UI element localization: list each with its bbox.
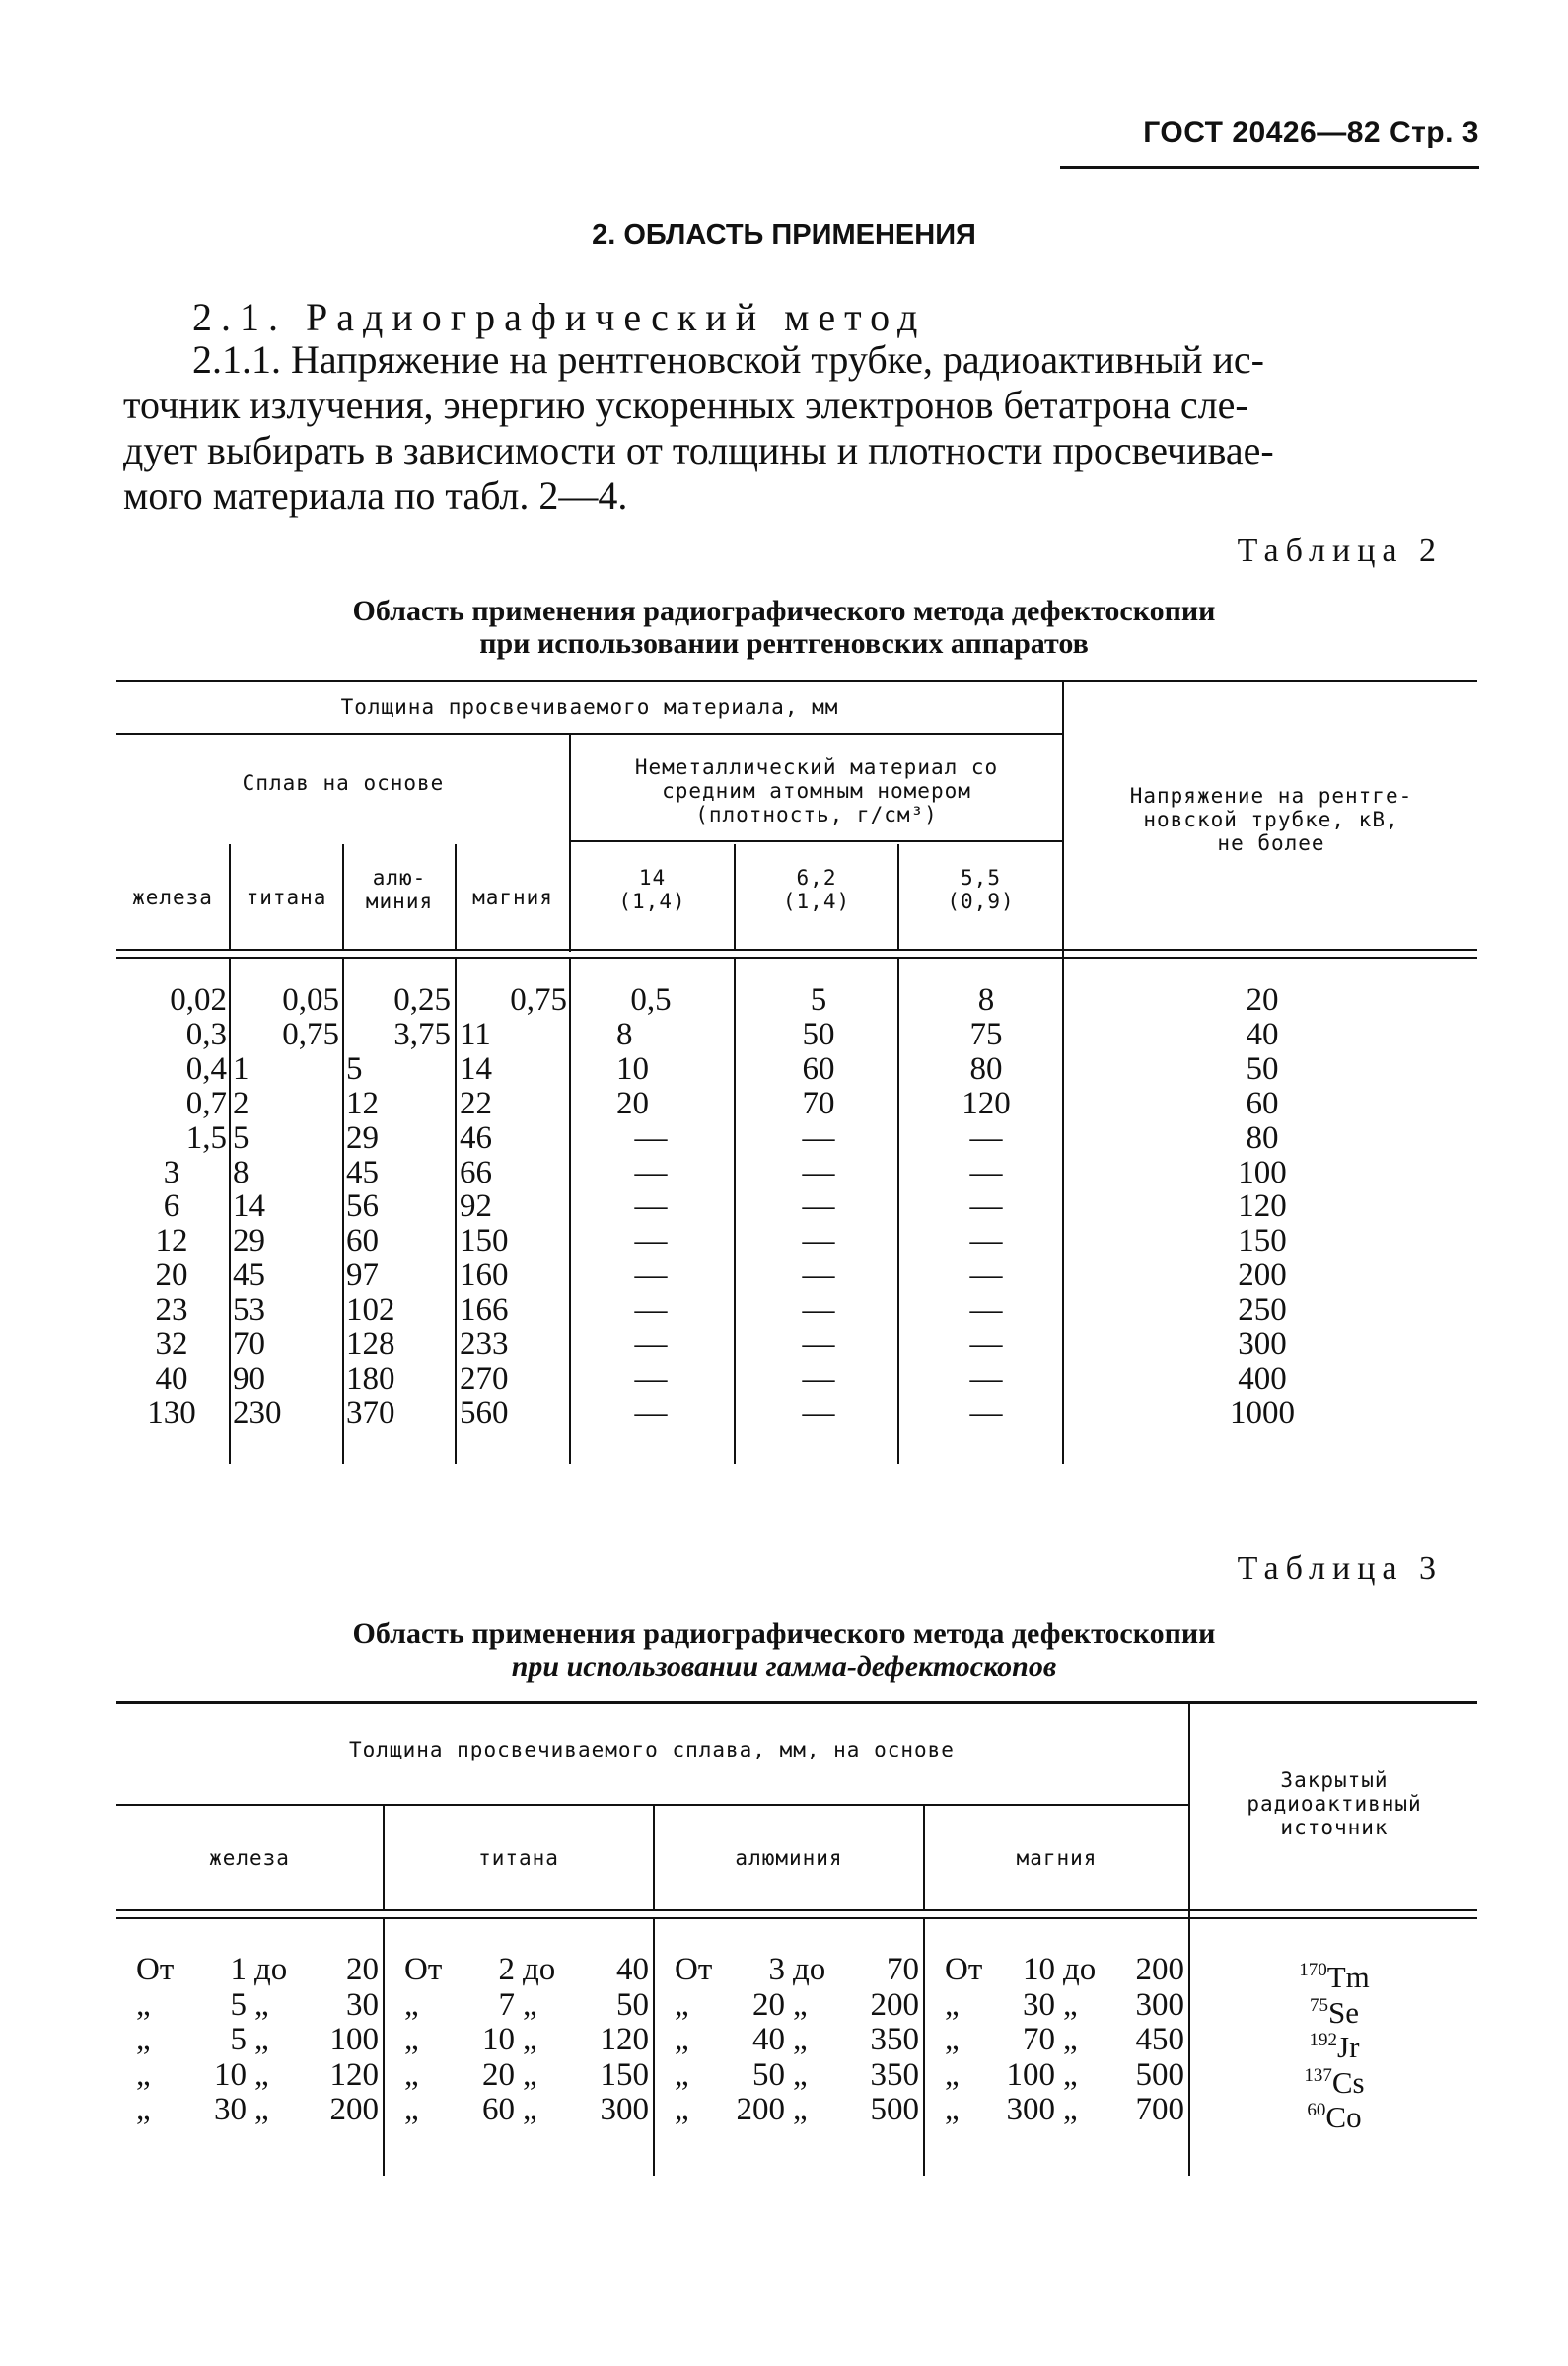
table-cell: 5 (346, 1050, 363, 1087)
range-to-word: „ (254, 2056, 269, 2093)
range-to: 200 (329, 2092, 379, 2127)
range-prefix: „ (945, 1986, 960, 2023)
range-to: 350 (870, 2056, 919, 2093)
table2-label: Таблица 2 (1237, 533, 1443, 569)
table-cell: 1,5 (185, 1119, 227, 1156)
column-header: титана (478, 1846, 559, 1870)
range-to-word: „ (1063, 2092, 1078, 2127)
isotope-mass: 170 (1299, 1960, 1327, 1980)
range-prefix: „ (136, 1986, 151, 2023)
table-cell: 100 (1238, 1154, 1287, 1190)
table-cell: — (634, 1119, 668, 1156)
range-to-word: „ (793, 2022, 808, 2057)
para-line: 2.1.1. Напряжение на рентгеновской трубке, радиоактивный ис- (192, 337, 1264, 382)
table-cell: — (969, 1326, 1003, 1362)
table-cell: 200 (1238, 1257, 1287, 1294)
range-prefix: „ (404, 2092, 419, 2127)
table-rule (1062, 680, 1064, 1464)
range-prefix: „ (675, 2092, 689, 2127)
table-cell: — (634, 1326, 668, 1362)
range-from: 20 (482, 2056, 515, 2093)
table-cell: 5 (233, 1119, 249, 1156)
table-cell: — (969, 1360, 1003, 1397)
table-cell: — (634, 1188, 668, 1225)
range-to-word: „ (523, 2056, 537, 2093)
range-from: 7 (498, 1986, 515, 2023)
range-to: 70 (887, 1952, 919, 1987)
table-rule (1188, 1704, 1190, 2176)
range-to: 50 (616, 1986, 649, 2023)
range-from: 100 (1006, 2056, 1055, 2093)
header-line: (плотность, г/см³) (695, 803, 938, 826)
table-cell: — (969, 1292, 1003, 1328)
header-line: Закрытый (1280, 1768, 1389, 1792)
table-cell: 0,4 (185, 1050, 227, 1087)
header-thickness: Толщина просвечиваемого сплава, мм, на основе (349, 1738, 955, 1761)
table-cell: 50 (1246, 1050, 1279, 1087)
isotope-element: Tm (1326, 1960, 1370, 1994)
table-cell: — (634, 1223, 668, 1259)
range-to-word: „ (254, 2022, 269, 2057)
table-cell: 120 (962, 1085, 1011, 1121)
caption-line: Область применения радиографического метода дефектоскопии (352, 595, 1216, 627)
range-from: 200 (736, 2092, 785, 2127)
table-cell: 120 (1238, 1188, 1287, 1225)
table-cell: 60 (802, 1050, 835, 1087)
range-from: 60 (482, 2092, 515, 2127)
table-cell: 12 (346, 1085, 379, 1121)
table-rule (455, 959, 457, 1464)
table-rule (116, 1909, 1477, 1911)
range-to-word: до (1063, 1952, 1097, 1987)
header-alloy: Сплав на основе (242, 771, 445, 795)
range-to: 300 (1135, 1986, 1184, 2023)
range-to-word: до (254, 1952, 288, 1987)
range-from: 30 (214, 2092, 247, 2127)
range-to: 200 (870, 1986, 919, 2023)
range-to-word: „ (793, 2056, 808, 2093)
table-cell: 8 (616, 1016, 633, 1052)
table-cell: 1000 (1230, 1395, 1295, 1431)
range-from: 10 (1023, 1952, 1055, 1987)
range-from: 300 (1006, 2092, 1055, 2127)
table-cell: — (969, 1257, 1003, 1294)
table-cell: — (634, 1154, 668, 1190)
table-cell: 46 (460, 1119, 492, 1156)
table-cell: 56 (346, 1188, 379, 1225)
header-line: (1,4) (618, 890, 686, 913)
caption-line: при использовании рентгеновских аппаратов (479, 627, 1089, 660)
column-header (116, 886, 229, 909)
table-cell: 233 (460, 1326, 509, 1362)
header-line: 6,2 (796, 866, 837, 890)
table-rule (116, 680, 1477, 682)
range-from: 1 (230, 1952, 247, 1987)
table-cell: 400 (1238, 1360, 1287, 1397)
range-prefix: „ (136, 2022, 151, 2057)
range-from: 3 (768, 1952, 785, 1987)
table-cell: 80 (969, 1050, 1003, 1087)
table-cell: 150 (460, 1223, 509, 1259)
header-voltage (1065, 784, 1477, 855)
table-cell: 70 (233, 1326, 265, 1362)
table-cell: 20 (155, 1257, 188, 1294)
range-to-word: „ (254, 1986, 269, 2023)
range-prefix: „ (675, 2022, 689, 2057)
table-cell: 45 (233, 1257, 265, 1294)
table-cell: 22 (460, 1085, 492, 1121)
table-cell: — (634, 1257, 668, 1294)
header-line: 14 (638, 866, 667, 890)
table-rule (923, 1919, 925, 2176)
table-rule (116, 1917, 1477, 1919)
table-cell: 166 (460, 1292, 509, 1328)
column-header (899, 866, 1062, 913)
range-to: 40 (616, 1952, 649, 1987)
table-cell: 180 (346, 1360, 395, 1397)
range-prefix: „ (404, 2056, 419, 2093)
table-cell: 0,75 (510, 982, 567, 1018)
table-cell: 80 (1246, 1119, 1279, 1156)
table-cell: 29 (346, 1119, 379, 1156)
header-line: железа (132, 886, 213, 909)
sub-heading: 2.1. Радиографический метод (192, 295, 927, 339)
range-from: 20 (752, 1986, 785, 2023)
column-header (457, 886, 569, 909)
range-prefix: „ (945, 2092, 960, 2127)
range-to: 120 (600, 2022, 649, 2057)
para-line: мого материала по табл. 2—4. (123, 473, 628, 518)
table-cell: 75 (969, 1016, 1003, 1052)
table-cell: 0,5 (630, 982, 672, 1018)
table-cell: 32 (155, 1326, 188, 1362)
range-prefix: От (136, 1952, 175, 1987)
range-prefix: „ (675, 2056, 689, 2093)
table-cell: 92 (460, 1188, 492, 1225)
range-to-word: до (523, 1952, 556, 1987)
table-rule (653, 1919, 655, 2176)
table-cell: 11 (460, 1016, 491, 1052)
table-cell: 20 (616, 1085, 649, 1121)
range-to-word: „ (523, 2022, 537, 2057)
table-cell: 70 (802, 1085, 835, 1121)
range-prefix: „ (404, 2022, 419, 2057)
range-to: 100 (329, 2022, 379, 2057)
table-cell: — (802, 1188, 835, 1225)
range-to-word: „ (523, 2092, 537, 2127)
table-cell: 6 (163, 1188, 180, 1225)
header-line: (1,4) (782, 890, 851, 913)
isotope-mass: 137 (1304, 2064, 1332, 2086)
range-to-word: „ (1063, 1986, 1078, 2023)
table-cell: 2 (233, 1085, 249, 1121)
range-to: 30 (346, 1986, 379, 2023)
table-cell: 130 (147, 1395, 196, 1431)
range-to-word: „ (1063, 2022, 1078, 2057)
range-prefix: От (675, 1952, 713, 1987)
header-line: титана (246, 886, 327, 909)
column-header: магния (1016, 1846, 1098, 1870)
column-header: алюминия (735, 1846, 843, 1870)
table-rule (569, 735, 571, 952)
table-cell: 0,25 (393, 982, 451, 1018)
column-header (231, 886, 342, 909)
range-prefix: „ (945, 2022, 960, 2057)
column-header: железа (209, 1846, 290, 1870)
table-cell: 20 (1246, 982, 1279, 1018)
header-line: (0,9) (947, 890, 1015, 913)
table-cell: — (634, 1395, 668, 1431)
table-cell: 0,02 (170, 982, 227, 1018)
table-cell: 60 (346, 1223, 379, 1259)
column-header (571, 866, 734, 913)
table3-label: Таблица 3 (1237, 1550, 1443, 1587)
range-to-word: „ (1063, 2056, 1078, 2093)
header-thickness: Толщина просвечиваемого материала, мм (340, 695, 839, 719)
isotope-mass: 75 (1310, 1994, 1328, 2016)
range-from: 70 (1023, 2022, 1055, 2057)
table-cell: 150 (1238, 1223, 1287, 1259)
section-title: 2. ОБЛАСТЬ ПРИМЕНЕНИЯ (592, 219, 976, 251)
table-rule (734, 959, 736, 1464)
header-line: источник (1280, 1816, 1389, 1839)
range-to: 700 (1135, 2092, 1184, 2127)
range-to: 500 (870, 2092, 919, 2127)
range-to-word: „ (254, 2092, 269, 2127)
table-cell: — (969, 1188, 1003, 1225)
table-cell: 40 (155, 1360, 188, 1397)
range-to: 350 (870, 2022, 919, 2057)
table-cell: 45 (346, 1154, 379, 1190)
table-cell: 5 (810, 982, 827, 1018)
table-cell: 270 (460, 1360, 509, 1397)
source-isotope (1191, 2093, 1477, 2134)
table-cell: 8 (233, 1154, 249, 1190)
header-line: магния (472, 886, 553, 909)
range-to-word: „ (523, 1986, 537, 2023)
table-cell: — (802, 1223, 835, 1259)
table-cell: 250 (1238, 1292, 1287, 1328)
table-cell: 60 (1246, 1085, 1279, 1121)
isotope-element: Co (1325, 2100, 1362, 2134)
header-line: миния (365, 890, 434, 913)
table-cell: 0,75 (282, 1016, 339, 1052)
header-line: алю- (372, 866, 427, 890)
table3-caption (0, 1617, 1568, 1683)
range-to: 150 (600, 2056, 649, 2093)
range-from: 5 (230, 2022, 247, 2057)
table-rule (116, 949, 1477, 951)
table2-caption (0, 595, 1568, 660)
range-prefix: „ (404, 1986, 419, 2023)
header-nonmetal (572, 755, 1061, 826)
table-cell: 0,7 (185, 1085, 227, 1121)
table-cell: 14 (233, 1188, 265, 1225)
table-cell: 53 (233, 1292, 265, 1328)
range-to: 500 (1135, 2056, 1184, 2093)
range-to: 200 (1135, 1952, 1184, 1987)
table-rule (569, 959, 571, 1464)
table-cell: — (802, 1292, 835, 1328)
paragraph (123, 337, 1476, 519)
table-cell: 128 (346, 1326, 395, 1362)
range-prefix: „ (675, 1986, 689, 2023)
header-line: радиоактивный (1247, 1792, 1422, 1816)
range-prefix: „ (136, 2056, 151, 2093)
header-line: 5,5 (961, 866, 1001, 890)
table-cell: 66 (460, 1154, 492, 1190)
table-cell: 300 (1238, 1326, 1287, 1362)
table-cell: — (802, 1326, 835, 1362)
table-cell: — (969, 1119, 1003, 1156)
table-cell: 1 (233, 1050, 249, 1087)
table-cell: 230 (233, 1395, 282, 1431)
header-source (1191, 1768, 1477, 1839)
header-line: средним атомным номером (662, 779, 971, 803)
column-header (344, 866, 455, 913)
table-cell: — (802, 1257, 835, 1294)
table-cell: 12 (155, 1223, 188, 1259)
range-to-word: „ (793, 1986, 808, 2023)
table-rule (383, 1919, 385, 2176)
table-cell: 560 (460, 1395, 509, 1431)
range-prefix: „ (136, 2092, 151, 2127)
table-cell: — (969, 1395, 1003, 1431)
table-cell: — (969, 1154, 1003, 1190)
table-rule (116, 1701, 1477, 1704)
header-line: Напряжение на рентге- (1129, 784, 1413, 808)
caption-line: при использовании гамма-дефектоскопов (511, 1650, 1057, 1683)
range-prefix: От (945, 1952, 983, 1987)
table-cell: — (802, 1119, 835, 1156)
caption-line: Область применения радиографического метода дефектоскопии (352, 1617, 1216, 1650)
table-cell: 97 (346, 1257, 379, 1294)
table-cell: — (634, 1292, 668, 1328)
table-cell: 0,05 (282, 982, 339, 1018)
table-cell: — (802, 1154, 835, 1190)
table-cell: 370 (346, 1395, 395, 1431)
table-cell: — (802, 1395, 835, 1431)
range-to-word: „ (793, 2092, 808, 2127)
table-cell: 102 (346, 1292, 395, 1328)
range-from: 2 (498, 1952, 515, 1987)
table-cell: 40 (1246, 1016, 1279, 1052)
range-prefix: От (404, 1952, 443, 1987)
page-header: ГОСТ 20426—82 Стр. 3 (1143, 116, 1479, 149)
table-cell: — (802, 1360, 835, 1397)
range-from: 40 (752, 2022, 785, 2057)
range-from: 50 (752, 2056, 785, 2093)
table-cell: 3 (163, 1154, 180, 1190)
range-prefix: „ (945, 2056, 960, 2093)
table-cell: 29 (233, 1223, 265, 1259)
range-from: 10 (482, 2022, 515, 2057)
table-cell: 10 (616, 1050, 649, 1087)
table-cell: — (634, 1360, 668, 1397)
table-cell: 0,3 (185, 1016, 227, 1052)
table-rule (116, 957, 1477, 959)
range-to: 300 (600, 2092, 649, 2127)
isotope-element: Cs (1331, 2064, 1365, 2100)
isotope-element: Jr (1337, 2030, 1360, 2064)
table-cell: 50 (802, 1016, 835, 1052)
header-line: Неметаллический материал со (634, 755, 999, 779)
table-cell: 160 (460, 1257, 509, 1294)
isotope-mass: 60 (1307, 2100, 1326, 2120)
range-from: 10 (214, 2056, 247, 2093)
isotope-element: Se (1328, 1994, 1359, 2030)
para-line: точник излучения, энергию ускоренных электронов бетатрона сле- (123, 383, 1248, 427)
table-rule (116, 733, 1063, 735)
table-cell: 8 (977, 982, 995, 1018)
range-from: 5 (230, 1986, 247, 2023)
header-line: не более (1217, 831, 1325, 855)
table-cell: 90 (233, 1360, 265, 1397)
header-line: новской трубке, кВ, (1143, 808, 1399, 831)
table-rule (570, 840, 1063, 842)
range-from: 30 (1023, 1986, 1055, 2023)
table-rule (897, 959, 899, 1464)
table-cell: 23 (155, 1292, 188, 1328)
isotope-mass: 192 (1309, 2030, 1338, 2050)
table-cell: 14 (460, 1050, 492, 1087)
column-header (736, 866, 897, 913)
header-rule (1060, 166, 1479, 169)
table-cell: 3,75 (393, 1016, 451, 1052)
range-to: 450 (1135, 2022, 1184, 2057)
range-to: 20 (346, 1952, 379, 1987)
table-cell: — (969, 1223, 1003, 1259)
range-to: 120 (329, 2056, 379, 2093)
range-to-word: до (793, 1952, 826, 1987)
para-line: дует выбирать в зависимости от толщины и плотности просвечивае- (123, 428, 1274, 472)
